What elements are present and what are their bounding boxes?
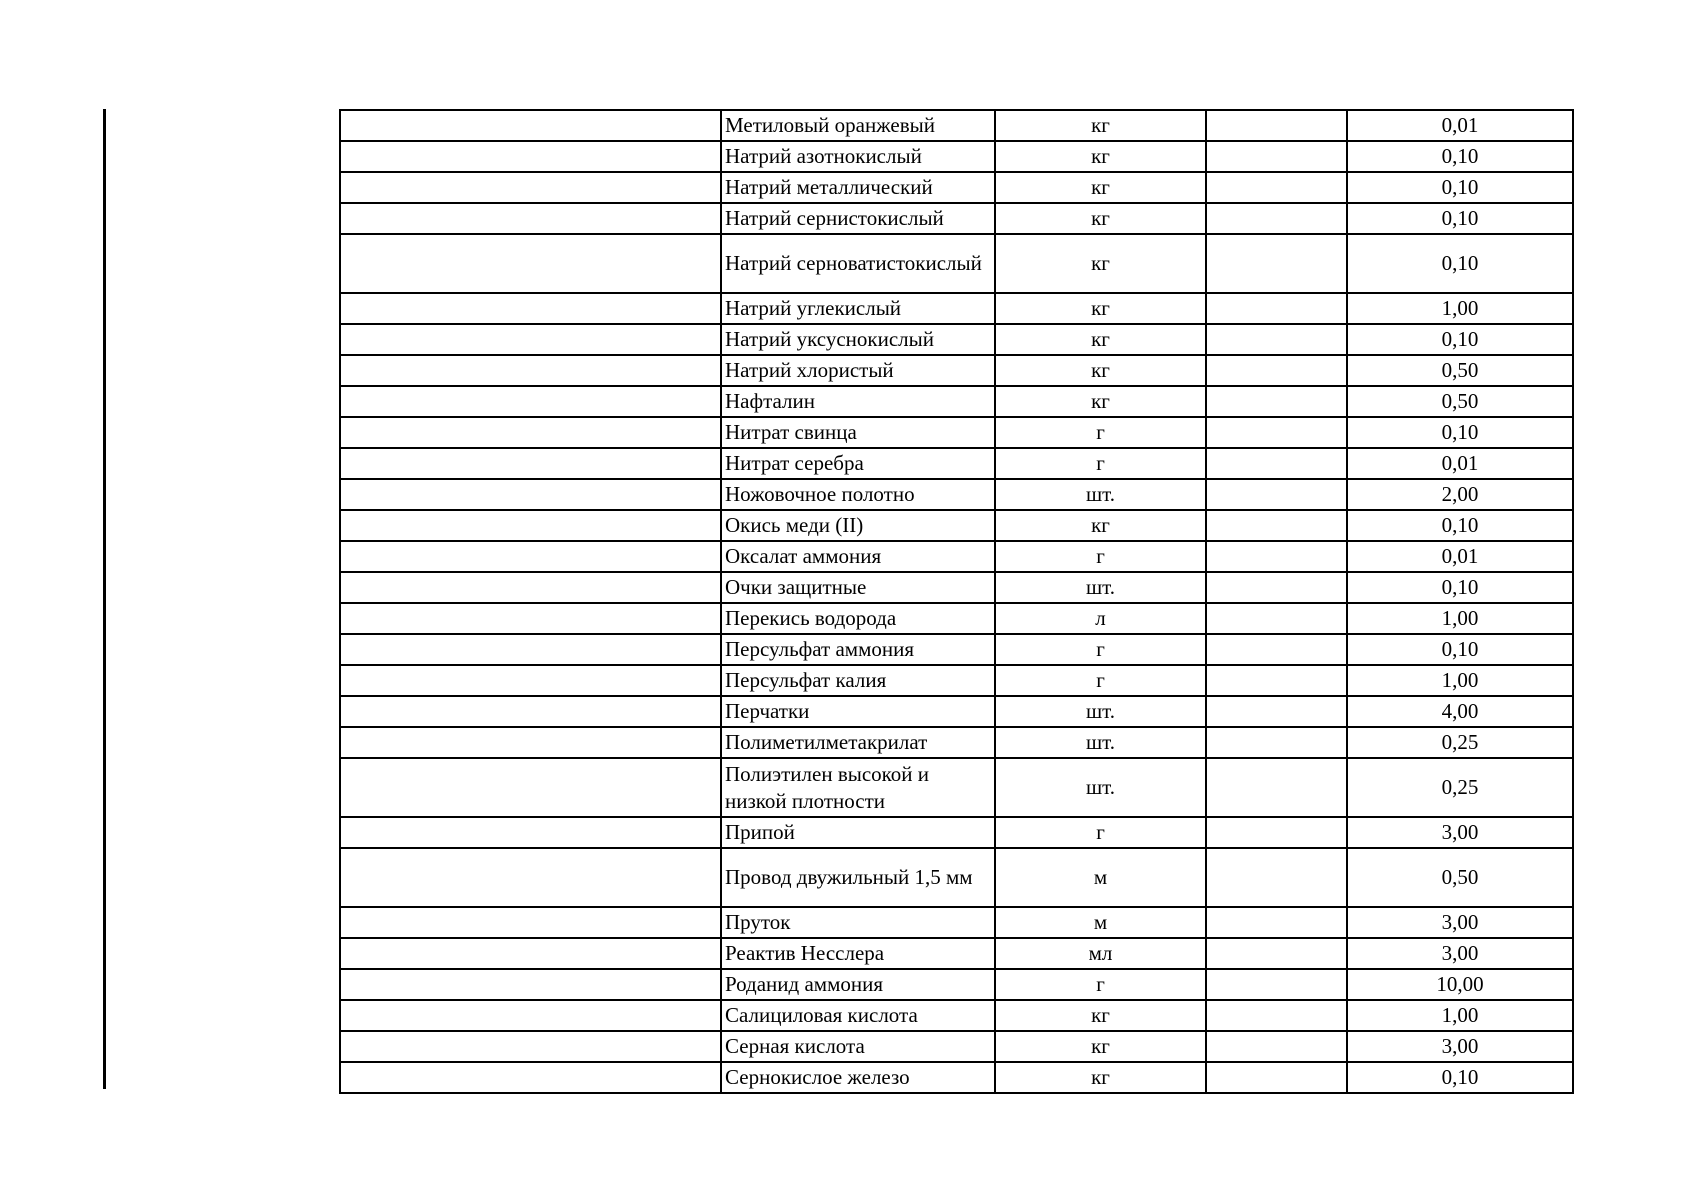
material-name-cell: Натрий хлористый — [721, 355, 995, 386]
table-row — [340, 417, 1573, 448]
unit-cell: шт. — [995, 479, 1206, 510]
empty-cell — [340, 938, 721, 969]
empty-cell — [340, 541, 721, 572]
quantity-cell: 0,25 — [1347, 758, 1573, 817]
empty-cell — [1206, 665, 1347, 696]
material-name-cell: Натрий углекислый — [721, 293, 995, 324]
empty-cell — [1206, 603, 1347, 634]
materials-table-body — [340, 110, 1573, 1093]
material-name-cell: Нитрат свинца — [721, 417, 995, 448]
empty-cell — [1206, 355, 1347, 386]
quantity-cell: 0,01 — [1347, 448, 1573, 479]
quantity-cell: 0,50 — [1347, 355, 1573, 386]
quantity-cell: 10,00 — [1347, 969, 1573, 1000]
unit-cell: кг — [995, 324, 1206, 355]
quantity-cell: 2,00 — [1347, 479, 1573, 510]
quantity-cell: 4,00 — [1347, 696, 1573, 727]
empty-cell — [1206, 541, 1347, 572]
unit-cell: г — [995, 417, 1206, 448]
unit-cell: кг — [995, 1062, 1206, 1093]
empty-cell — [1206, 417, 1347, 448]
quantity-cell: 0,01 — [1347, 110, 1573, 141]
empty-cell — [340, 907, 721, 938]
empty-cell — [1206, 938, 1347, 969]
material-name-cell: Персульфат аммония — [721, 634, 995, 665]
material-name-cell: Пруток — [721, 907, 995, 938]
empty-cell — [340, 234, 721, 293]
left-margin-line — [103, 109, 106, 1089]
empty-cell — [340, 386, 721, 417]
empty-cell — [340, 1000, 721, 1031]
unit-cell: шт. — [995, 758, 1206, 817]
quantity-cell: 0,10 — [1347, 172, 1573, 203]
empty-cell — [1206, 110, 1347, 141]
empty-cell — [1206, 479, 1347, 510]
unit-cell: г — [995, 665, 1206, 696]
table-row — [340, 448, 1573, 479]
table-row — [340, 758, 1573, 817]
quantity-cell: 0,50 — [1347, 386, 1573, 417]
unit-cell: м — [995, 907, 1206, 938]
unit-cell: л — [995, 603, 1206, 634]
material-name-cell: Натрий серноватистокислый — [721, 234, 995, 293]
empty-cell — [1206, 696, 1347, 727]
empty-cell — [1206, 172, 1347, 203]
empty-cell — [1206, 969, 1347, 1000]
table-row — [340, 969, 1573, 1000]
table-row — [340, 355, 1573, 386]
empty-cell — [1206, 386, 1347, 417]
material-name-cell: Перекись водорода — [721, 603, 995, 634]
quantity-cell: 1,00 — [1347, 1000, 1573, 1031]
empty-cell — [1206, 1000, 1347, 1031]
table-row — [340, 907, 1573, 938]
material-name-cell: Припой — [721, 817, 995, 848]
empty-cell — [340, 448, 721, 479]
quantity-cell: 3,00 — [1347, 938, 1573, 969]
empty-cell — [340, 758, 721, 817]
unit-cell: шт. — [995, 696, 1206, 727]
material-name-cell: Салициловая кислота — [721, 1000, 995, 1031]
material-name-cell: Серная кислота — [721, 1031, 995, 1062]
unit-cell: кг — [995, 172, 1206, 203]
unit-cell: шт. — [995, 727, 1206, 758]
table-row — [340, 848, 1573, 907]
empty-cell — [340, 203, 721, 234]
quantity-cell: 1,00 — [1347, 603, 1573, 634]
quantity-cell: 3,00 — [1347, 907, 1573, 938]
empty-cell — [1206, 324, 1347, 355]
table-row — [340, 938, 1573, 969]
table-row — [340, 1000, 1573, 1031]
unit-cell: кг — [995, 1000, 1206, 1031]
unit-cell: г — [995, 969, 1206, 1000]
material-name-cell: Метиловый оранжевый — [721, 110, 995, 141]
empty-cell — [340, 479, 721, 510]
material-name-cell: Оксалат аммония — [721, 541, 995, 572]
material-name-cell: Полиэтилен высокой и низкой плотности — [721, 758, 995, 817]
quantity-cell: 0,10 — [1347, 510, 1573, 541]
empty-cell — [1206, 293, 1347, 324]
empty-cell — [1206, 448, 1347, 479]
empty-cell — [340, 510, 721, 541]
empty-cell — [1206, 727, 1347, 758]
table-row — [340, 141, 1573, 172]
material-name-cell: Натрий уксуснокислый — [721, 324, 995, 355]
quantity-cell: 0,10 — [1347, 417, 1573, 448]
table-row — [340, 1031, 1573, 1062]
material-name-cell: Реактив Несслера — [721, 938, 995, 969]
empty-cell — [1206, 817, 1347, 848]
table-row — [340, 603, 1573, 634]
unit-cell: кг — [995, 1031, 1206, 1062]
material-name-cell: Натрий металлический — [721, 172, 995, 203]
unit-cell: кг — [995, 386, 1206, 417]
quantity-cell: 0,01 — [1347, 541, 1573, 572]
table-row — [340, 665, 1573, 696]
quantity-cell: 0,10 — [1347, 203, 1573, 234]
quantity-cell: 0,10 — [1347, 572, 1573, 603]
empty-cell — [340, 817, 721, 848]
empty-cell — [340, 110, 721, 141]
empty-cell — [340, 727, 721, 758]
table-row — [340, 1062, 1573, 1093]
material-name-cell: Роданид аммония — [721, 969, 995, 1000]
empty-cell — [1206, 510, 1347, 541]
material-name-cell: Нитрат серебра — [721, 448, 995, 479]
table-row — [340, 572, 1573, 603]
quantity-cell: 3,00 — [1347, 1031, 1573, 1062]
material-name-cell: Очки защитные — [721, 572, 995, 603]
material-name-cell: Натрий азотнокислый — [721, 141, 995, 172]
unit-cell: г — [995, 817, 1206, 848]
table-row — [340, 110, 1573, 141]
empty-cell — [340, 141, 721, 172]
unit-cell: кг — [995, 355, 1206, 386]
empty-cell — [340, 603, 721, 634]
material-name-cell: Перчатки — [721, 696, 995, 727]
empty-cell — [340, 417, 721, 448]
empty-cell — [340, 172, 721, 203]
quantity-cell: 3,00 — [1347, 817, 1573, 848]
table-row — [340, 696, 1573, 727]
table-row — [340, 293, 1573, 324]
empty-cell — [340, 1062, 721, 1093]
empty-cell — [1206, 203, 1347, 234]
empty-cell — [340, 572, 721, 603]
unit-cell: мл — [995, 938, 1206, 969]
table-row — [340, 386, 1573, 417]
empty-cell — [1206, 1062, 1347, 1093]
empty-cell — [340, 293, 721, 324]
empty-cell — [1206, 234, 1347, 293]
empty-cell — [1206, 907, 1347, 938]
material-name-cell: Провод двужильный 1,5 мм — [721, 848, 995, 907]
table-row — [340, 203, 1573, 234]
unit-cell: шт. — [995, 572, 1206, 603]
unit-cell: м — [995, 848, 1206, 907]
unit-cell: кг — [995, 110, 1206, 141]
empty-cell — [1206, 848, 1347, 907]
empty-cell — [1206, 1031, 1347, 1062]
material-name-cell: Персульфат калия — [721, 665, 995, 696]
table-row — [340, 727, 1573, 758]
quantity-cell: 0,10 — [1347, 141, 1573, 172]
material-name-cell: Окись меди (II) — [721, 510, 995, 541]
quantity-cell: 0,10 — [1347, 234, 1573, 293]
unit-cell: г — [995, 448, 1206, 479]
empty-cell — [340, 355, 721, 386]
unit-cell: г — [995, 634, 1206, 665]
quantity-cell: 1,00 — [1347, 665, 1573, 696]
quantity-cell: 0,10 — [1347, 324, 1573, 355]
table-row — [340, 324, 1573, 355]
material-name-cell: Полиметилметакрилат — [721, 727, 995, 758]
empty-cell — [340, 848, 721, 907]
table-row — [340, 510, 1573, 541]
empty-cell — [340, 665, 721, 696]
empty-cell — [1206, 572, 1347, 603]
materials-table — [339, 109, 1574, 1094]
empty-cell — [1206, 634, 1347, 665]
unit-cell: кг — [995, 203, 1206, 234]
material-name-cell: Натрий сернистокислый — [721, 203, 995, 234]
material-name-cell: Ножовочное полотно — [721, 479, 995, 510]
table-row — [340, 634, 1573, 665]
unit-cell: г — [995, 541, 1206, 572]
empty-cell — [340, 1031, 721, 1062]
empty-cell — [340, 324, 721, 355]
quantity-cell: 0,10 — [1347, 634, 1573, 665]
quantity-cell: 1,00 — [1347, 293, 1573, 324]
material-name-cell: Нафталин — [721, 386, 995, 417]
empty-cell — [1206, 758, 1347, 817]
quantity-cell: 0,10 — [1347, 1062, 1573, 1093]
table-row — [340, 817, 1573, 848]
unit-cell: кг — [995, 510, 1206, 541]
unit-cell: кг — [995, 234, 1206, 293]
empty-cell — [340, 969, 721, 1000]
material-name-cell: Сернокислое железо — [721, 1062, 995, 1093]
table-row — [340, 234, 1573, 293]
table-row — [340, 541, 1573, 572]
unit-cell: кг — [995, 141, 1206, 172]
empty-cell — [340, 696, 721, 727]
unit-cell: кг — [995, 293, 1206, 324]
quantity-cell: 0,50 — [1347, 848, 1573, 907]
quantity-cell: 0,25 — [1347, 727, 1573, 758]
table-row — [340, 479, 1573, 510]
empty-cell — [1206, 141, 1347, 172]
empty-cell — [340, 634, 721, 665]
table-row — [340, 172, 1573, 203]
